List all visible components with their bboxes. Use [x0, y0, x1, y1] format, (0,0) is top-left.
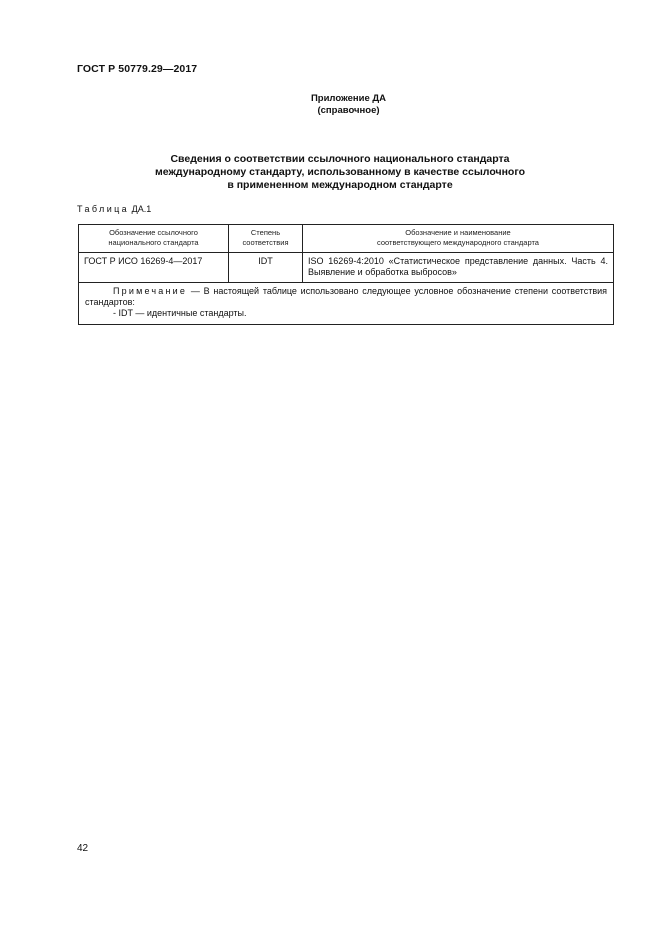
header-degree [229, 225, 303, 253]
table-caption-prefix: Таблица [77, 204, 130, 214]
table-caption-number: ДА.1 [131, 204, 152, 214]
header-national-line-2: национального стандарта [108, 238, 199, 247]
appendix-title: Приложение ДА [310, 93, 387, 104]
appendix-subtitle: (справочное) [317, 105, 380, 116]
header-international-line-2: соответствующего международного стандарта [377, 238, 539, 247]
cell-national-standard: ГОСТ Р ИСО 16269-4—2017 [79, 253, 229, 283]
note-body: — В настоящей таблице использовано следующее условное обозначение степени соответствия стандартов: [85, 286, 607, 307]
note-text [85, 286, 607, 308]
document-code: ГОСТ Р 50779.29—2017 [77, 63, 198, 75]
table-row [79, 253, 614, 283]
header-degree-line-1: Степень [250, 228, 281, 237]
table-header-row [79, 225, 614, 253]
table-caption [77, 204, 151, 214]
header-degree-line-2: соответствия [242, 238, 289, 247]
appendix-title-block [0, 93, 661, 117]
header-international-standard [303, 225, 614, 253]
heading-line-2: международному стандарту, использованному в качестве ссылочного [155, 166, 525, 178]
header-international-line-1: Обозначение и наименование [405, 228, 511, 237]
section-heading [120, 153, 560, 192]
header-national-line-1: Обозначение ссылочного [109, 228, 198, 237]
table-note-row [79, 283, 614, 325]
cell-international-standard: ISO 16269-4:2010 «Статистическое представление данных. Часть 4. Выявление и обработка выбросов» [303, 253, 614, 283]
header-national-standard [79, 225, 229, 253]
note-item: - IDT — идентичные стандарты. [113, 308, 247, 318]
heading-line-1: Сведения о соответствии ссылочного национального стандарта [170, 153, 510, 165]
cell-degree: IDT [229, 253, 303, 283]
page-number: 42 [77, 843, 89, 854]
heading-line-3: в примененном международном стандарте [227, 179, 453, 191]
table-note [79, 283, 614, 325]
note-label: Примечание [113, 286, 188, 296]
correspondence-table [78, 224, 614, 325]
